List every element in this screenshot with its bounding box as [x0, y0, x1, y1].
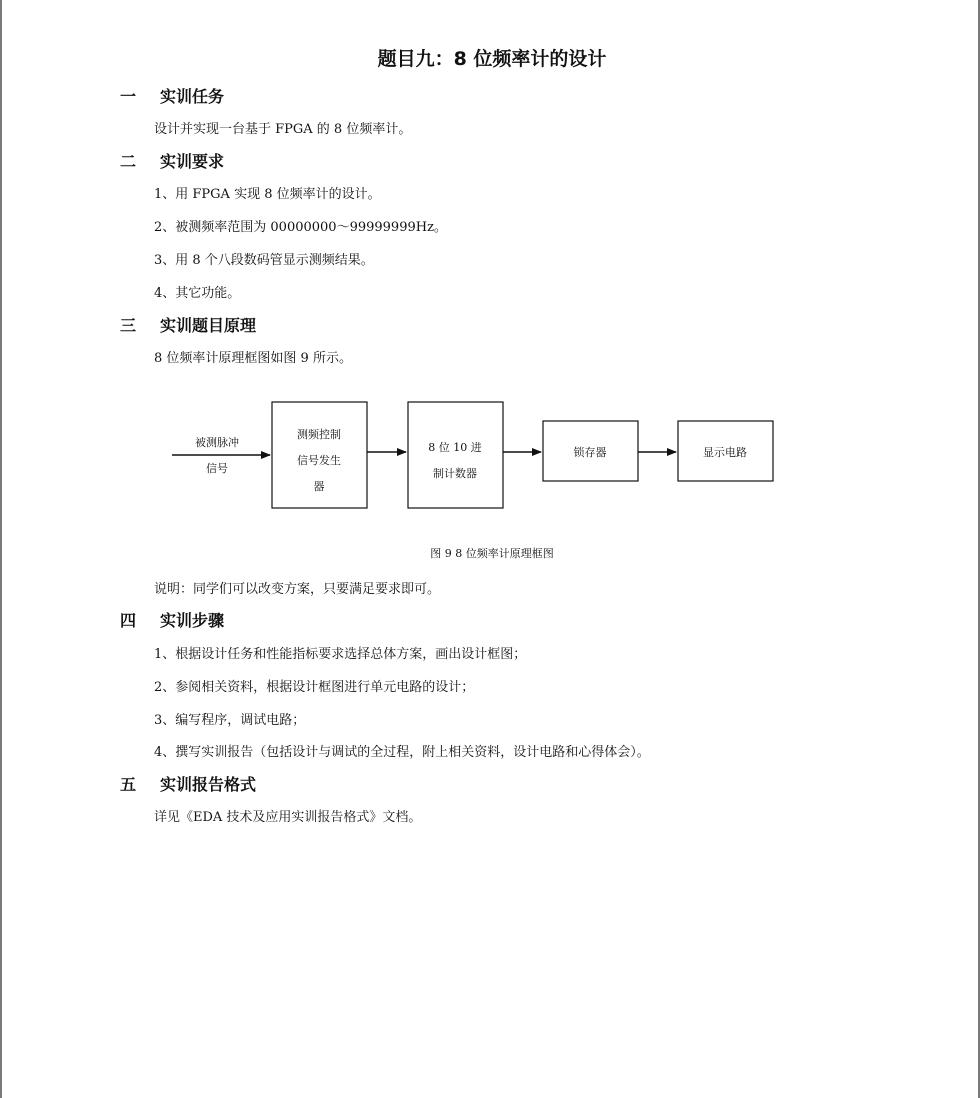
note: 说明：同学们可以改变方案，只要满足要求即可。: [154, 582, 441, 597]
block-counter: [408, 402, 503, 508]
block-label: 信号发生: [297, 454, 341, 467]
list-item: 2、被测频率范围为 00000000～99999999Hz。: [154, 220, 447, 235]
figure-caption: 图 9 8 位频率计原理框图: [430, 547, 554, 560]
paragraph: 8 位频率计原理框图如图 9 所示。: [154, 351, 352, 366]
section-title: 实训要求: [160, 152, 225, 171]
block-label: 显示电路: [703, 446, 747, 459]
section-title: 实训报告格式: [160, 775, 257, 794]
page-title: 题目九：8 位频率计的设计: [377, 48, 607, 70]
section-number: 五: [120, 775, 137, 794]
section-number: 一: [120, 87, 137, 106]
list-item: 4、其它功能。: [154, 286, 241, 301]
section-number: 三: [120, 316, 137, 335]
list-item: 2、参阅相关资料，根据设计框图进行单元电路的设计；: [154, 680, 475, 695]
input-label-line-1: 被测脉冲: [195, 436, 239, 449]
block-label: 器: [313, 480, 325, 493]
list-item: 3、用 8 个八段数码管显示测频结果。: [154, 253, 374, 268]
list-item: 3、编写程序，调试电路；: [154, 713, 306, 728]
section-title: 实训题目原理: [160, 316, 257, 335]
block-label: 测频控制: [297, 428, 341, 441]
list-item: 1、根据设计任务和性能指标要求选择总体方案，画出设计框图；: [154, 647, 527, 662]
paragraph: 设计并实现一台基于 FPGA 的 8 位频率计。: [154, 122, 412, 137]
section-title: 实训任务: [160, 87, 225, 106]
section-number: 二: [120, 152, 137, 171]
section-heading-5: [120, 772, 256, 795]
section-title: 实训步骤: [160, 611, 225, 630]
input-label-line-2: 信号: [206, 462, 228, 475]
block-label: 制计数器: [433, 467, 477, 480]
list-item: 4、撰写实训报告（包括设计与调试的全过程，附上相关资料，设计电路和心得体会）。: [154, 745, 650, 760]
list-item: 1、用 FPGA 实现 8 位频率计的设计。: [154, 187, 381, 202]
section-number: 四: [120, 611, 137, 630]
paragraph: 详见《EDA 技术及应用实训报告格式》文档。: [154, 810, 422, 825]
block-label: 锁存器: [573, 446, 607, 459]
section-heading-4: [120, 608, 224, 631]
block-label: 8 位 10 进: [428, 441, 482, 454]
